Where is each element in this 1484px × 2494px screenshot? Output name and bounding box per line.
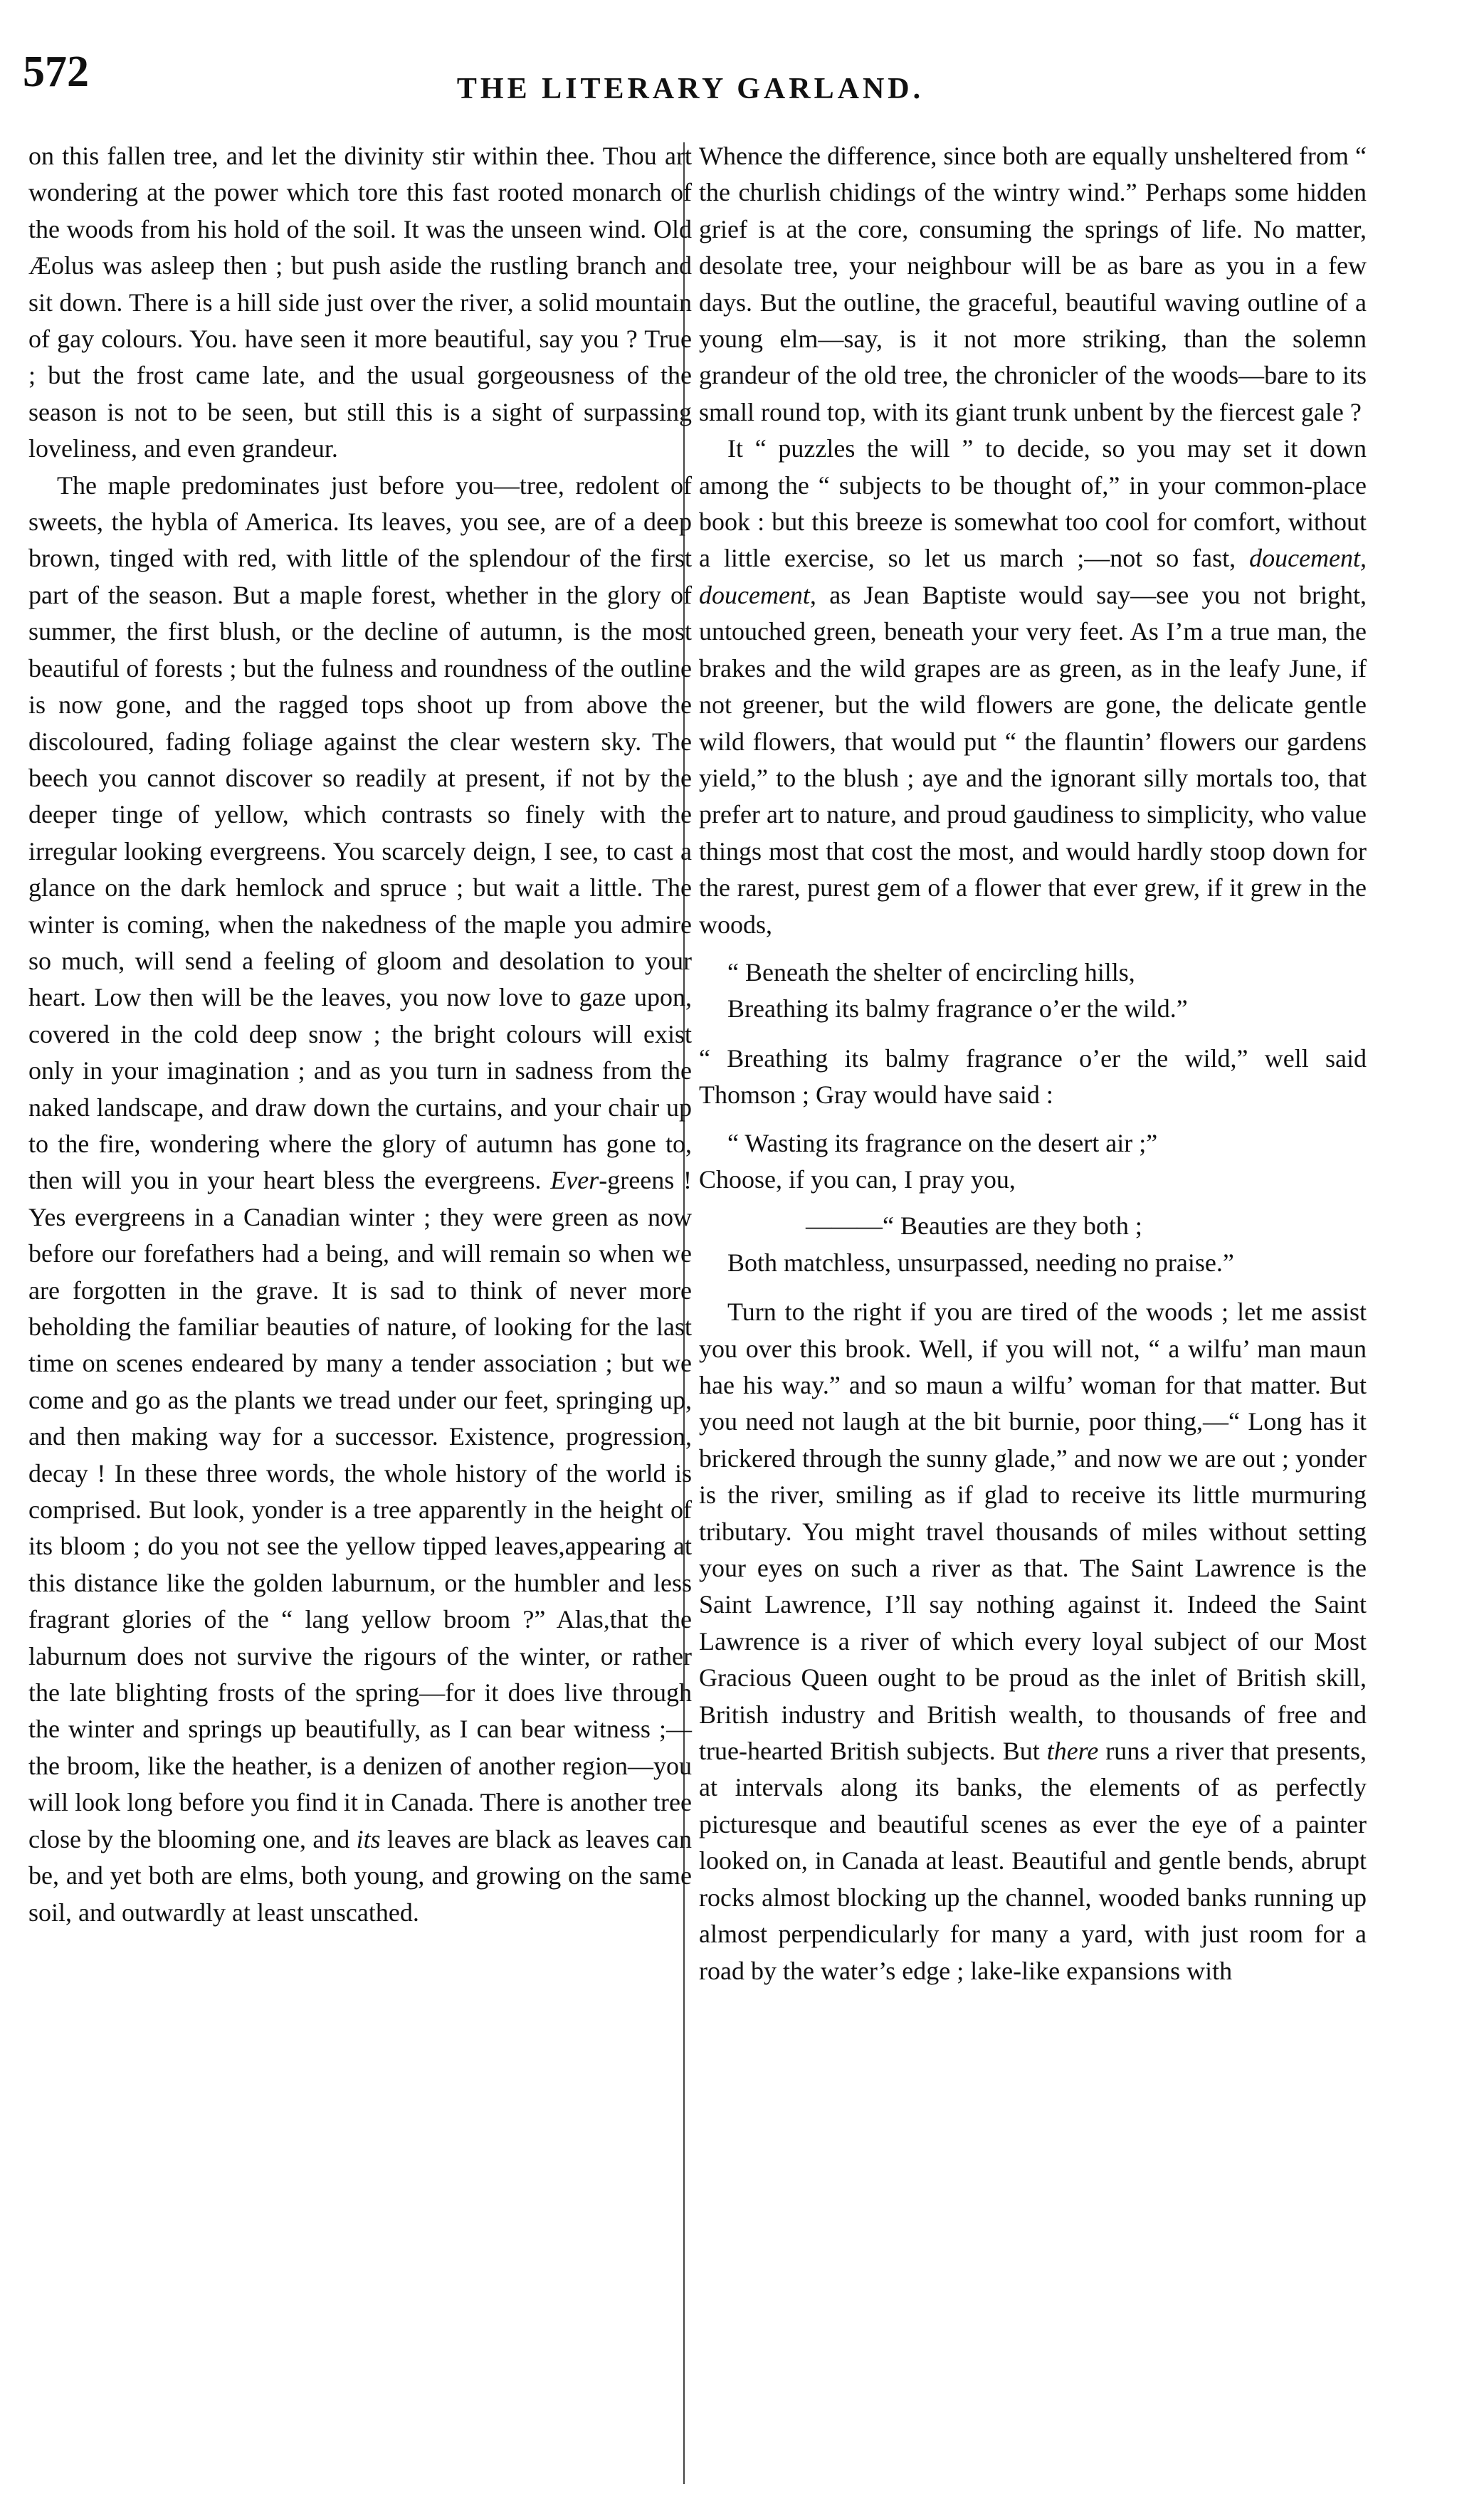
its-italic: its [356,1824,381,1853]
verse-beauties [699,1208,1367,1281]
there-italic: there [1046,1737,1099,1766]
verse-line: Breathing its balmy fragrance o’er the wild.” [727,994,1188,1024]
ever-italic: Ever [550,1166,599,1195]
paragraph-thomson: “ Breathing its balmy fragrance o’er the wild,” well said Thomson ; Gray would have said : [699,1043,1367,1110]
verse-line: Both matchless, unsurpassed, needing no praise.” [727,1248,1234,1277]
evergreens-text: -greens ! Yes evergreens in a Canadian winter ; they were green as now before our forefathers had a being, and will remain so when we are forgotten in the grave. It is sad to think of never more beholding the familiar beauties of nature, of looking for the last time on scenes endeared by many a tender association ; but we come and go as the plants we tread under our feet, springing up, and then making way for a successor. Existence, progression, decay ! In these three words, the whole history of the world is comprised. But look, yonder is a tree apparently in the height of its bloom ; do you not see the yellow tipped leaves,appearing at this distance like the golden laburnum, or the humbler and less fragrant glories of the “ lang yellow broom ?” Alas,that the laburnum does not survive the rigours of the winter, or rather the late blighting frosts of the spring—for it does live through the winter and springs up beautifully, as I can bear witness ;—the broom, like the heather, is a denizen of another region—you will look long before you find it in Canada. There is another tree close by the blooming one, and [28,1166,693,1853]
paragraph-river [699,1294,1367,1989]
verse-thomson [699,954,1367,1028]
baptiste-text: as Jean Baptiste would say—see you not bright, untouched green, beneath your very feet. As I’m a true man, the brakes and the wild grapes are as green, as in the leafy June, if not greener, but the wild flowers are gone, the delicate gentle wild flowers, that would put “ the flauntin’ flowers our gardens yield,” to the blush ; aye and the ignorant silly mortals too, that prefer art to nature, and proud gaudiness to simplicity, who value things most that cost the most, and would hardly stoop down for the rarest, purest gem of a flower that ever grew, if it grew in the woods, [699,580,1367,939]
running-title: THE LITERARY GARLAND. [456,73,925,105]
page-number: 572 [23,48,89,96]
left-column [28,138,692,1931]
paragraph-maple [28,468,692,1931]
elms-text: leaves are black as leaves can be, and yet both are elms, both young, and growing on the same soil, and outwardly at least unscathed. [28,1824,692,1927]
verse-line: “ Beneath the shelter of encircling hills, [727,957,1135,986]
paragraph-puzzles [699,431,1367,943]
verse-line: “ Wasting its fragrance on the desert air ;” [727,1128,1158,1157]
right-column [699,138,1367,1989]
puzzles-text: It “ puzzles the will ” to decide, so you may set it down among the “ subjects to be thought of,” in your common-place book : but this breeze is somewhat too cool for comfort, without a little exercise, so let us march ;—not so fast, [699,434,1367,573]
verse-line: ———“ Beauties are they both ; [806,1211,1142,1241]
paragraph-difference: Whence the difference, since both are equally unsheltered from “ the churlish chidings of the wintry wind.” Perhaps some hidden grief is at the core, consuming the springs of life. No matter, desolate tree, your neighbour will be as bare as you in a few days. But the outline, the graceful, beautiful waving outline of a young elm—say, is it not more striking, than the solemn grandeur of the old tree, the chronicler of the woods—bare to its small round top, with its giant trunk unbent by the fiercest gale ? [699,142,1367,426]
doucement-italic: doucement, doucement, [699,544,1367,609]
river-text: Turn to the right if you are tired of the woods ; let me assist you over this brook. Well, if you will not, “ a wilfu’ man maun hae his way.” and so maun a wilfu’ woman for that matter. But you need not laugh at the bit burnie, poor thing,—“ Long has it brickered through the sunny glade,” and now we are out ; yonder is the river, smiling as if glad to receive its little murmuring tributary. You might travel thousands of miles without setting your eyes on such a river as that. The Saint Lawrence is the Saint Lawrence, I’ll say nothing against it. Indeed the Saint Lawrence is a river of which every loyal subject of our Most Gracious Queen ought to be proud as the inlet of British skill, British industry and British wealth, to thousands of free and true-hearted British subjects. But [699,1298,1367,1766]
paragraph-continuation: on this fallen tree, and let the divinity stir within thee. Thou art wondering at the power which tore this fast rooted monarch of the woods from his hold of the soil. It was the unseen wind. Old Æolus was asleep then ; but push aside the rustling branch and sit down. There is a hill side just over the river, a solid mountain of gay colours. You. have seen it more beautiful, say you ? True ; but the frost came late, and the usual gorgeousness of the season is not to be seen, but still this is a sight of surpassing loveliness, and even grandeur. [28,142,692,463]
verse-gray [699,1125,1367,1162]
maple-text: The maple predominates just before you—tree, redolent of sweets, the hybla of America. Its leaves, you see, are of a deep brown, tinged with red, with little of the splendour of the first part of the season. But a maple forest, whether in the glory of summer, the first blush, or the decline of autumn, is the most beautiful of forests ; but the fulness and roundness of the outline is now gone, and the ragged tops shoot up from above the discoloured, fading foliage against the clear western sky. The beech you cannot discover so readily at present, if not by the deeper tinge of yellow, which contrasts so finely with the irregular looking evergreens. You scarcely deign, I see, to cast a glance on the dark hemlock and spruce ; but wait a little. The winter is coming, when the nakedness of the maple you admire so much, will send a feeling of gloom and desolation to your heart. Low then will be the leaves, you now love to gaze upon, covered in the cold deep snow ; the bright colours will exist only in your imagination ; and as you turn in sadness from the naked landscape, and draw down the curtains, and your chair up to the fire, wondering where the glory of autumn has gone to, then will you in your heart bless the evergreens. [28,470,692,1195]
paragraph-choose: Choose, if you can, I pray you, [699,1164,1016,1194]
river-text-end: runs a river that presents, at intervals along its banks, the elements of as perfectly picturesque and beautiful scenes as ever the eye of a painter looked on, in Canada at least. Beautiful and gentle bends, abrupt rocks almost blocking up the channel, wooded banks running up almost perpendicularly for many a yard, with just room for a road by the water’s edge ; lake-like expansions with [699,1737,1367,1985]
